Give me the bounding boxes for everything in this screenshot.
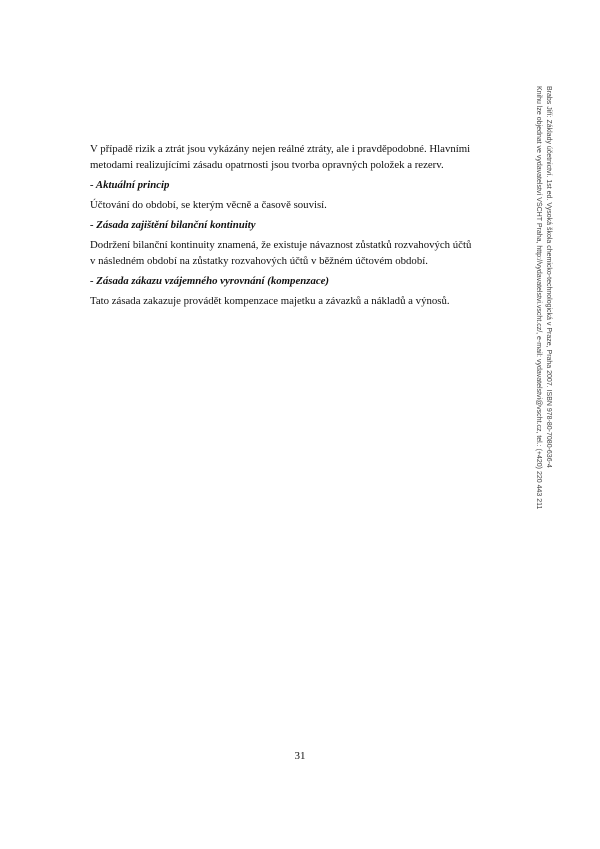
section-text-balance-continuity (90, 237, 520, 269)
section-text-offset-prohibition: Tato zásada zakazuje provádět kompenzace majetku a závazků a nákladů a výnosů. (90, 295, 450, 307)
section-heading-offset-prohibition: - Zásada zákazu vzájemného vyrovnání (kompenzace) (90, 275, 330, 287)
section-heading-actual-principle: - Aktuální princip (90, 179, 170, 191)
intro-line-2: metodami realizujícími zásadu opatrnosti jsou tvorba opravných položek a rezerv. (90, 159, 444, 171)
page-number: 31 (294, 750, 306, 762)
balance-continuity-line-1: Dodržení bilanční kontinuity znamená, že existuje návaznost zůstatků rozvahových účtů (90, 239, 472, 251)
section-heading-balance-continuity: - Zásada zajištění bilanční kontinuity (90, 219, 256, 231)
balance-continuity-line-2: v následném období na zůstatky rozvahových účtů v běžném účtovém období. (90, 255, 428, 267)
intro-paragraph (90, 141, 520, 173)
publication-note-line-2: Knihu lze objednat ve vydavatelství VŠCHT Praha, http://vydavatelstvi.vscht.cz/, e-mail: vydavatelstvi@vscht.cz, tel.: (+420) 220 443 211 (535, 86, 542, 510)
section-text-actual-principle: Účtování do období, se kterým věcně a časově souvisí. (90, 199, 327, 211)
vertical-publication-note (529, 86, 553, 576)
publication-note-line-1: Brabs Jiří: Základy účetnictví. 1st ed. Vysoká škola chemicko-technologická v Praze, Praha 2007. ISBN 978-80-7080-636-4 (545, 86, 552, 468)
document-body (90, 141, 520, 309)
intro-line-1: V případě rizik a ztrát jsou vykázány nejen reálné ztráty, ale i pravděpodobné. Hlavními (90, 143, 471, 155)
